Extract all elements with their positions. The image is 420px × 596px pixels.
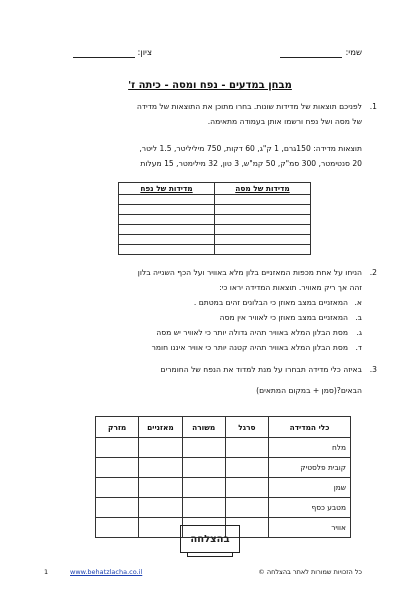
check-cell[interactable] xyxy=(182,478,225,498)
check-cell[interactable] xyxy=(96,478,139,498)
row-label: מטבע כסף xyxy=(269,498,351,518)
syringe-column-header: מזרק xyxy=(96,417,139,438)
question-1-line-1: לפניכם תוצאות של מדידות שונות. בחרו מתוכן את התוצאות של מדידה xyxy=(136,102,362,111)
row-label: שמן xyxy=(269,478,351,498)
behatzlacha-logo: בהצלחה xyxy=(180,525,240,553)
measurement-results-line-1: תוצאות מדידה: 150גרם, 1 ק"ג, 60 דקות, 750 מיליליטר, 1.5 ליטר, xyxy=(139,144,362,153)
mass-cell[interactable] xyxy=(215,235,311,245)
row-label: אוויר xyxy=(269,518,351,538)
volume-cell[interactable] xyxy=(119,245,215,255)
row-label: מלח xyxy=(269,438,351,458)
check-cell[interactable] xyxy=(139,478,182,498)
volume-column-header: מדידות של נפח xyxy=(119,183,215,195)
option-a[interactable]: א. המאזניים במצב מאוזן כי הבלונים זהים במטתם . xyxy=(193,298,362,307)
check-cell[interactable] xyxy=(139,518,182,538)
footer-copyright: כל הזכויות שמורות לאתר בהצלחה © xyxy=(258,568,362,576)
check-cell[interactable] xyxy=(225,458,268,478)
cylinder-column-header: משורה xyxy=(182,417,225,438)
question-2 xyxy=(50,265,377,355)
question-3-number: 3. xyxy=(369,365,377,374)
volume-cell[interactable] xyxy=(119,215,215,225)
question-1-number: 1. xyxy=(369,102,377,111)
check-cell[interactable] xyxy=(96,438,139,458)
mass-cell[interactable] xyxy=(215,245,311,255)
table-row xyxy=(119,225,311,235)
footer-url-link[interactable]: www.behatzlacha.co.il xyxy=(70,568,143,576)
question-1-line-2: של מסה ושל נפח ורשמו אותן בעמודה מתאימה. xyxy=(207,117,362,126)
table-row xyxy=(96,498,351,518)
volume-cell[interactable] xyxy=(119,225,215,235)
mass-volume-table xyxy=(118,182,311,255)
tool-column-header: כלי המדידה xyxy=(269,417,351,438)
answer-options xyxy=(50,295,362,355)
check-cell[interactable] xyxy=(96,458,139,478)
option-d[interactable]: ד. מסת הבלון המלא באוויר תהיה קטנה יותר כי אוויר איננו חומר xyxy=(151,343,362,352)
check-cell[interactable] xyxy=(225,498,268,518)
question-2-line-1: הניחו על אחת מכפות המאזניים בלון מלא באוויר ועל הכף השנייה בלון xyxy=(137,268,362,277)
volume-cell[interactable] xyxy=(119,195,215,205)
question-2-number: 2. xyxy=(369,268,377,277)
table-row xyxy=(119,245,311,255)
question-3-line-1: באיזה כלי מדידה תבחרו על מנת למדוד את הנפח של החומרים xyxy=(160,365,362,374)
option-b[interactable]: ב. המאזניים במצב מאוזן כי לאוויר אין מסה xyxy=(219,313,362,322)
page-title: מבחן במדעים - נפח ומסה - כיתה ז' xyxy=(128,80,292,91)
question-2-line-2: זהה אך ריק מאוויר. תוצאות המדידה יראו כי: xyxy=(219,283,362,292)
name-field xyxy=(280,48,362,58)
table-row xyxy=(96,478,351,498)
row-label: קובית פלסטיק xyxy=(269,458,351,478)
check-cell[interactable] xyxy=(225,478,268,498)
mass-cell[interactable] xyxy=(215,225,311,235)
mass-cell[interactable] xyxy=(215,195,311,205)
table-row xyxy=(96,458,351,478)
check-cell[interactable] xyxy=(96,498,139,518)
measuring-tools-table xyxy=(95,416,351,538)
table-row xyxy=(119,205,311,215)
check-cell[interactable] xyxy=(139,438,182,458)
table-row xyxy=(96,438,351,458)
question-3 xyxy=(50,362,377,398)
mass-cell[interactable] xyxy=(215,215,311,225)
grade-blank xyxy=(73,49,135,58)
volume-cell[interactable] xyxy=(119,205,215,215)
question-1 xyxy=(50,99,377,171)
measurement-results-line-2: 20 סנטימטר, 300 סמ"ק, 50 קמ"ש, 3 טון, 32 מילימטר, 15 מעלות xyxy=(140,159,362,168)
table-row xyxy=(119,215,311,225)
check-cell[interactable] xyxy=(96,518,139,538)
check-cell[interactable] xyxy=(182,438,225,458)
option-c[interactable]: ג. מסת הבלון המלא באוויר תהיה גדולה יותר כי לאוויר יש מסה xyxy=(156,328,362,337)
scale-column-header: מאזניים xyxy=(139,417,182,438)
grade-label: ציון: xyxy=(137,48,152,58)
mass-cell[interactable] xyxy=(215,205,311,215)
table-row xyxy=(119,235,311,245)
question-3-line-2: הבאים?(סמן + במקום המתאים) xyxy=(256,386,362,395)
grade-field xyxy=(73,48,152,58)
table-row xyxy=(119,195,311,205)
name-label: שמי: xyxy=(345,48,362,58)
check-cell[interactable] xyxy=(182,498,225,518)
check-cell[interactable] xyxy=(182,458,225,478)
check-cell[interactable] xyxy=(225,438,268,458)
mass-column-header: מדידות של מסה xyxy=(215,183,311,195)
check-cell[interactable] xyxy=(139,458,182,478)
name-blank xyxy=(280,49,342,58)
volume-cell[interactable] xyxy=(119,235,215,245)
page-number: 1 xyxy=(44,568,49,576)
check-cell[interactable] xyxy=(139,498,182,518)
ruler-column-header: סרגל xyxy=(225,417,268,438)
